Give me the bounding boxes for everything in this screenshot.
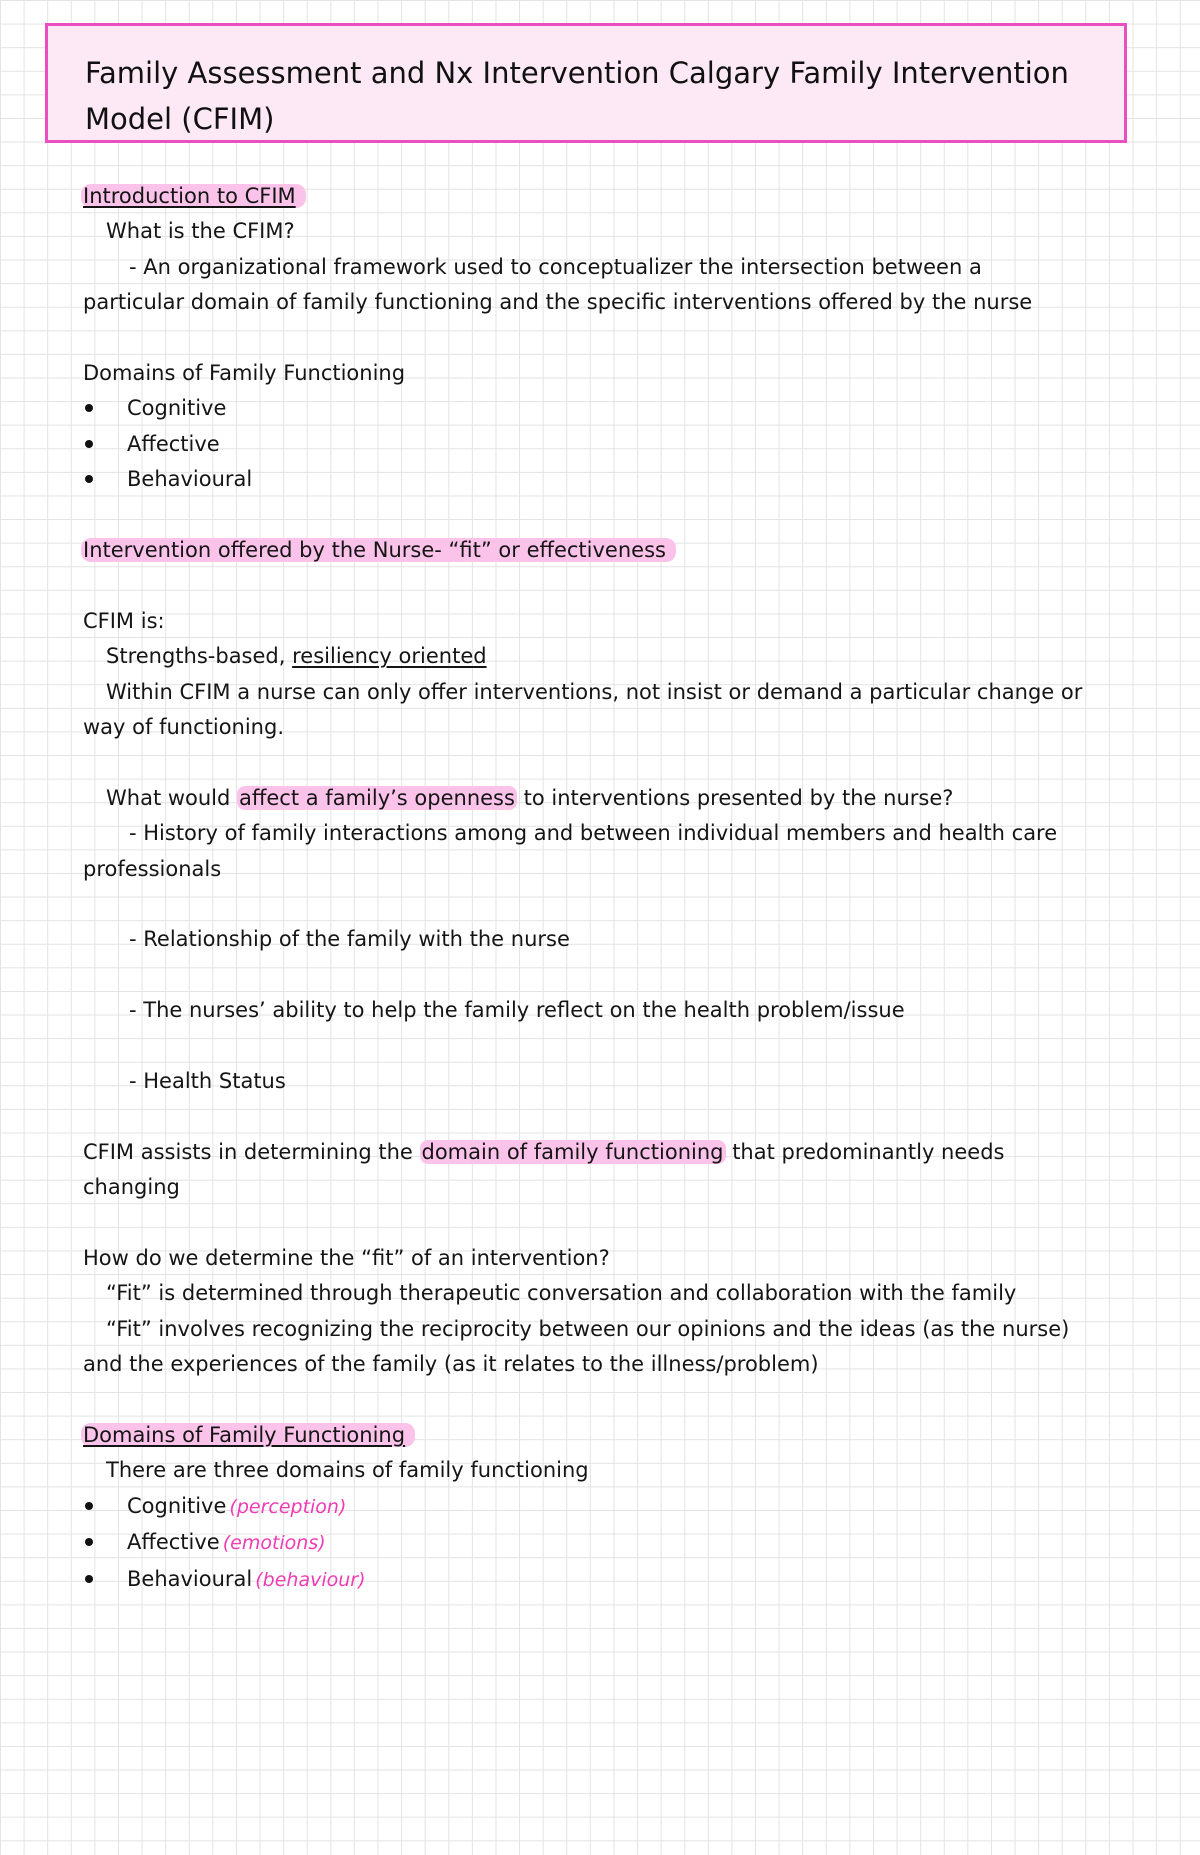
section-heading-intro: Introduction to CFIM: [81, 184, 306, 208]
list-item: Cognitive: [83, 391, 1083, 426]
handwritten-note: (behaviour): [255, 1568, 366, 1591]
list-item: Affective (emotions): [83, 1525, 1083, 1561]
strengths-line: Strengths-based, resiliency oriented: [106, 644, 487, 669]
bullet-icon: [85, 1502, 93, 1510]
domain-highlight: domain of family functioning: [421, 1139, 724, 1164]
fit-line: “Fit” is determined through therapeutic conversation and collaboration with the family: [106, 1281, 1017, 1306]
cfim-is-label: CFIM is:: [83, 608, 165, 633]
openness-factor: - Relationship of the family with the nurse: [129, 927, 570, 952]
resiliency-underline: resiliency oriented: [292, 644, 487, 669]
openness-factor: - History of family interactions among and between individual members and health care professionals: [83, 821, 1058, 881]
bullet-icon: [85, 404, 93, 412]
section-heading-domains: Domains of Family Functioning: [81, 1423, 415, 1447]
title-box: [45, 23, 1127, 143]
domains-heading-plain: Domains of Family Functioning: [83, 361, 406, 386]
domains-list: [83, 391, 1083, 497]
openness-highlight: affect a family’s openness: [239, 785, 515, 810]
openness-question: What would affect a family’s openness to interventions presented by the nurse?: [106, 785, 954, 810]
cfim-definition: - An organizational framework used to conceptualizer the intersection between a particular domain of family functioning and the specific interventions offered by the nurse: [83, 254, 1033, 315]
list-item: Cognitive (perception): [83, 1489, 1083, 1525]
list-item: Affective: [83, 427, 1083, 462]
handwritten-note: (perception): [229, 1495, 347, 1518]
list-item: Behavioural: [83, 462, 1083, 497]
page-title: Family Assessment and Nx Intervention Calgary Family Intervention Model (CFIM): [85, 56, 1069, 136]
bullet-icon: [85, 440, 93, 448]
fit-line: “Fit” involves recognizing the reciprocity between our opinions and the ideas (as the nurse) and the experiences of the family (as it relates to the illness/problem): [83, 1316, 1070, 1377]
openness-factor: - Health Status: [129, 1069, 286, 1094]
bullet-icon: [85, 1538, 93, 1546]
bullet-icon: [85, 475, 93, 483]
cfim-question: What is the CFIM?: [106, 219, 295, 244]
bullet-icon: [85, 1575, 93, 1583]
openness-factor: - The nurses’ ability to help the family reflect on the health problem/issue: [129, 998, 905, 1023]
handwritten-note: (emotions): [222, 1532, 326, 1555]
list-item: Behavioural (behaviour): [83, 1562, 1083, 1598]
within-cfim-text: Within CFIM a nurse can only offer interventions, not insist or demand a particular change or way of functioning.: [83, 679, 1083, 740]
fit-question: How do we determine the “fit” of an intervention?: [83, 1246, 610, 1271]
domains-intro: There are three domains of family functioning: [106, 1458, 589, 1483]
intervention-heading: Intervention offered by the Nurse- “fit” or effectiveness: [81, 538, 676, 562]
assists-text: CFIM assists in determining the domain of family functioning that predominantly needs changing: [83, 1139, 1005, 1200]
note-body: [83, 179, 1083, 1598]
domains-detail-list: [83, 1489, 1083, 1598]
